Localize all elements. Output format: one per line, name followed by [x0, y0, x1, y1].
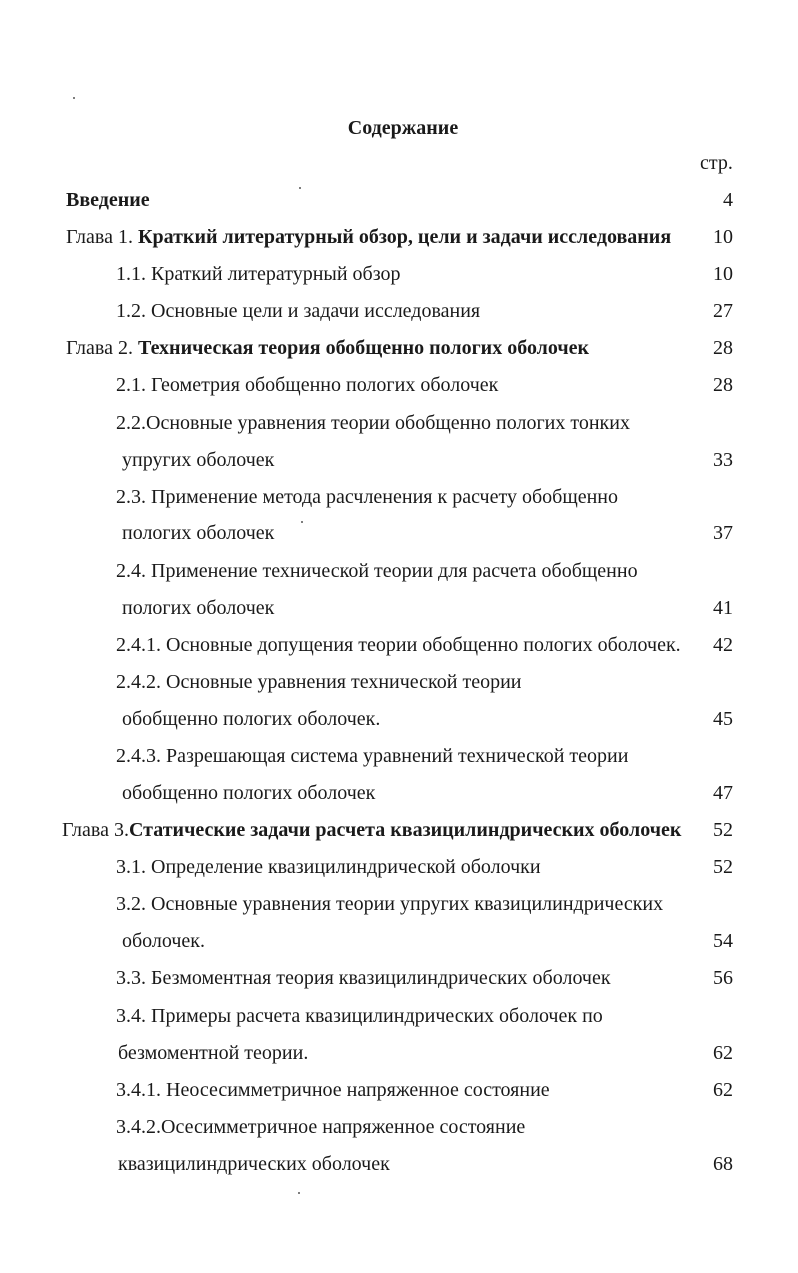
toc-entry-2-4-3-cont: [0, 779, 798, 807]
entry-text: Глава 2. Техническая теория обобщенно пологих оболочек: [66, 337, 590, 359]
toc-entry-2-2-cont: [0, 446, 798, 474]
scan-speck: [299, 187, 301, 189]
entry-text: обобщенно пологих оболочек.: [122, 708, 381, 730]
toc-entry-2-4: [0, 557, 798, 585]
entry-text: упругих оболочек: [122, 449, 275, 471]
scan-speck: [301, 521, 303, 523]
toc-entry-chapter-3: [0, 816, 794, 844]
entry-page: 27: [713, 300, 733, 322]
entry-page: 52: [713, 856, 733, 878]
entry-text: 1.1. Краткий литературный обзор: [116, 263, 401, 285]
entry-text: Введение: [66, 189, 150, 211]
toc-entry-2-4-1: [0, 631, 798, 659]
entry-text: 2.1. Геометрия обобщенно пологих оболочек: [116, 374, 499, 396]
entry-text: 3.4.1. Неосесимметричное напряженное состояние: [116, 1079, 550, 1101]
entry-page: 62: [713, 1042, 733, 1064]
entry-text: 3.2. Основные уравнения теории упругих квазицилиндрических: [116, 893, 664, 915]
page-column-label: стр.: [700, 152, 733, 174]
entry-page: 4: [723, 189, 733, 211]
entry-page: 52: [713, 819, 733, 841]
toc-entry-3-4: [0, 1002, 798, 1030]
entry-text: 2.3. Применение метода расчленения к расчету обобщенно: [116, 486, 619, 508]
entry-page: 37: [713, 522, 733, 544]
toc-entry-3-2-cont: [0, 927, 798, 955]
toc-entry-chapter-2: [0, 334, 798, 362]
entry-text: пологих оболочек: [122, 522, 275, 544]
toc-entry-2-3-cont: [0, 519, 798, 547]
toc-entry-introduction: [0, 186, 798, 214]
toc-title: Содержание: [347, 117, 459, 139]
entry-page: 10: [713, 226, 733, 248]
entry-text: 2.4.3. Разрешающая система уравнений технической теории: [116, 745, 629, 767]
toc-entry-3-4-2-cont: [0, 1150, 794, 1178]
toc-entry-2-4-cont: [0, 594, 798, 622]
entry-text: оболочек.: [122, 930, 206, 952]
entry-text: 1.2. Основные цели и задачи исследования: [116, 300, 481, 322]
toc-entry-2-4-2: [0, 668, 798, 696]
entry-text: 2.2.Основные уравнения теории обобщенно пологих тонких: [116, 412, 630, 434]
entry-page: 41: [713, 597, 733, 619]
toc-entry-3-4-2: [0, 1113, 798, 1141]
entry-page: 28: [713, 374, 733, 396]
toc-entry-chapter-1: [0, 223, 798, 251]
entry-page: 62: [713, 1079, 733, 1101]
entry-text: 3.4. Примеры расчета квазицилиндрических оболочек по: [116, 1005, 603, 1027]
entry-page: 28: [713, 337, 733, 359]
toc-entry-2-2: [0, 409, 798, 437]
entry-text: обобщенно пологих оболочек: [122, 782, 376, 804]
entry-page: 33: [713, 449, 733, 471]
entry-page: 47: [713, 782, 733, 804]
entry-page: 54: [713, 930, 733, 952]
entry-text: Глава 3.Статические задачи расчета квазицилиндрических оболочек: [62, 819, 682, 841]
toc-entry-1-2: [0, 297, 798, 325]
entry-text: 2.4. Применение технической теории для расчета обобщенно: [116, 560, 638, 582]
toc-entry-3-1: [0, 853, 798, 881]
toc-entry-3-2: [0, 890, 798, 918]
toc-entry-2-3: [0, 483, 798, 511]
toc-entry-3-4-1: [0, 1076, 798, 1104]
toc-entry-1-1: [0, 260, 798, 288]
entry-page: 42: [713, 634, 733, 656]
entry-text: пологих оболочек: [122, 597, 275, 619]
entry-text: безмоментной теории.: [118, 1042, 309, 1064]
entry-text: 3.3. Безмоментная теория квазицилиндрических оболочек: [116, 967, 611, 989]
toc-entry-3-3: [0, 964, 798, 992]
entry-text: 3.1. Определение квазицилиндрической оболочки: [116, 856, 541, 878]
scan-speck: [298, 1192, 300, 1194]
toc-entry-2-1: [0, 371, 798, 399]
toc-entry-3-4-cont: [0, 1039, 794, 1067]
entry-text: 2.4.2. Основные уравнения технической теории: [116, 671, 522, 693]
entry-text: Глава 1. Краткий литературный обзор, цели и задачи исследования: [66, 226, 672, 248]
toc-entry-2-4-3: [0, 742, 798, 770]
entry-page: 45: [713, 708, 733, 730]
toc-entry-2-4-2-cont: [0, 705, 798, 733]
entry-text: 3.4.2.Осесимметричное напряженное состояние: [116, 1116, 526, 1138]
entry-page: 56: [713, 967, 733, 989]
entry-page: 10: [713, 263, 733, 285]
entry-text: квазицилиндрических оболочек: [118, 1153, 390, 1175]
entry-page: 68: [713, 1153, 733, 1175]
scan-speck: [73, 97, 75, 99]
entry-text: 2.4.1. Основные допущения теории обобщенно пологих оболочек.: [116, 634, 681, 656]
